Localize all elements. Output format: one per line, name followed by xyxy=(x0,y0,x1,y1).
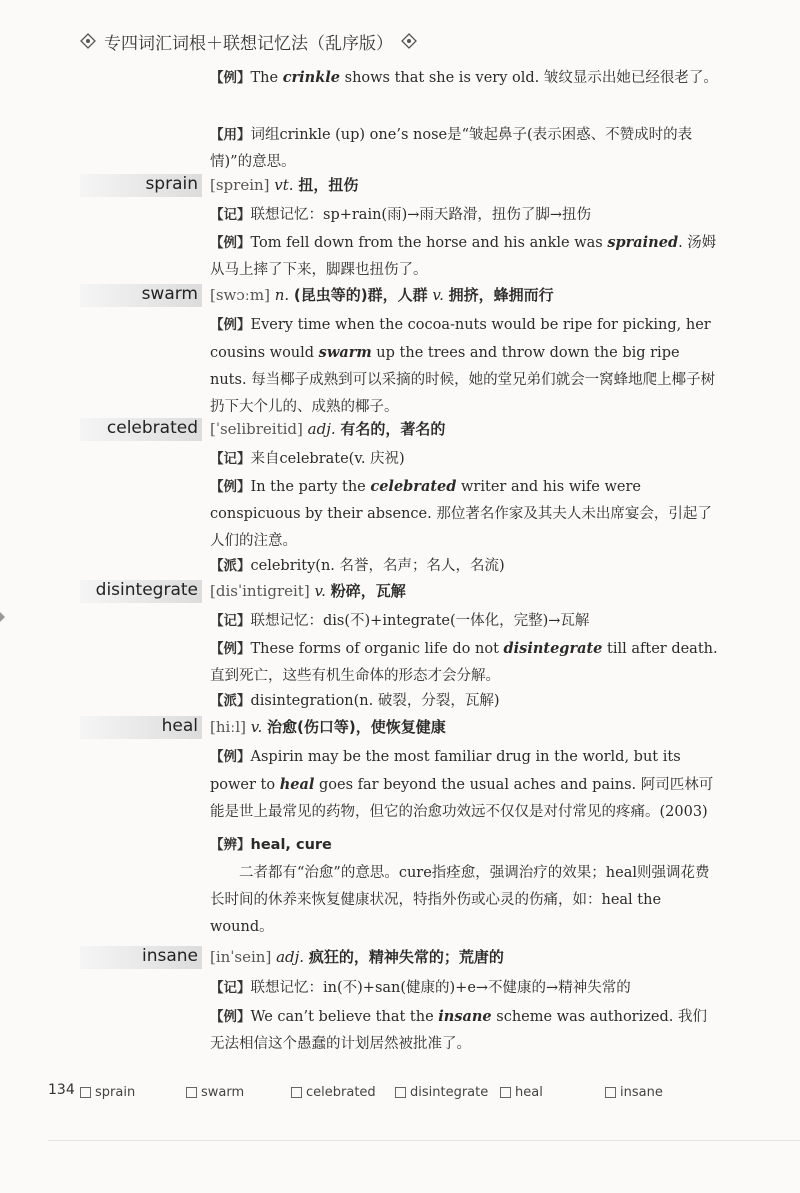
page-number: 134 xyxy=(48,1082,75,1098)
example-celebrated: 【例】In the party the celebrated writer and his wife were conspicuous by their absence. 那位著名作家及其夫人未出席宴会，引起了人们的注意。 xyxy=(210,478,712,549)
checklist-item[interactable]: sprain xyxy=(80,1085,135,1100)
definition-swarm: [swɔːm] n. (昆虫等的)群，人群 v. 拥挤，蜂拥而行 xyxy=(210,286,554,304)
derivative-celebrated: 【派】celebrity(n. 名誉，名声；名人，名流) xyxy=(210,558,505,574)
checklist-item[interactable]: heal xyxy=(500,1085,543,1100)
example-heal: 【例】Aspirin may be the most familiar drug in the world, but its power to heal goes far beyond the usual aches and pains. 阿司匹林可能是世上最常见的药物，但它的治愈功效远不仅仅是对付常见的疼痛。(2003) xyxy=(210,749,714,820)
crinkle-example: 【例】The crinkle shows that she is very old. 皱纹显示出她已经很老了。 xyxy=(210,69,718,86)
definition-sprain: [sprein] vt. 扭，扭伤 xyxy=(210,176,359,194)
headword-disintegrate: disintegrate xyxy=(95,580,198,600)
page-edge-marker-icon xyxy=(0,612,5,622)
checkbox-icon[interactable] xyxy=(395,1087,406,1098)
example-insane: 【例】We can’t believe that the insane scheme was authorized. 我们无法相信这个愚蠢的计划居然被批准了。 xyxy=(210,1008,707,1052)
example-disintegrate: 【例】These forms of organic life do not disintegrate till after death. 直到死亡，这些有机生命体的形态才会分解。 xyxy=(210,640,718,684)
example-swarm: 【例】Every time when the cocoa-nuts would be ripe for picking, her cousins would swarm up the trees and throw down the big ripe nuts. 每当椰子成熟到可以采摘的时候，她的堂兄弟们就会一窝蜂地爬上椰子树扔下大个儿的、成熟的椰子。 xyxy=(210,317,716,415)
checklist-item[interactable]: swarm xyxy=(186,1085,244,1100)
memory-note-insane: 【记】联想记忆：in(不)+san(健康的)+e→不健康的→精神失常的 xyxy=(210,980,631,996)
example-sprain: 【例】Tom fell down from the horse and his ankle was sprained. 汤姆从马上摔了下来，脚踝也扭伤了。 xyxy=(210,234,717,278)
headword-sprain: sprain xyxy=(145,174,198,194)
page-footer xyxy=(48,1082,728,1104)
headword-insane: insane xyxy=(141,946,198,966)
page-header xyxy=(80,26,417,56)
headword-swarm: swarm xyxy=(141,284,198,304)
definition-celebrated: [ˈselibreitid] adj. 有名的，著名的 xyxy=(210,420,446,438)
distinction-text-heal: 二者都有“治愈”的意思。cure指痊愈，强调治疗的效果；heal则强调花费长时间的休养来恢复健康状况，特指外伤或心灵的伤痛，如：heal the wound。 xyxy=(210,865,710,935)
derivative-disintegrate: 【派】disintegration(n. 破裂，分裂，瓦解) xyxy=(210,693,500,709)
checkbox-icon[interactable] xyxy=(80,1087,91,1098)
checkbox-icon[interactable] xyxy=(605,1087,616,1098)
header-title: 专四词汇词根＋联想记忆法（乱序版） xyxy=(104,33,393,54)
checklist-item[interactable]: disintegrate xyxy=(395,1085,488,1100)
crinkle-usage: 【用】词组crinkle (up) one’s nose是“皱起鼻子(表示困惑、不赞成时的表情)”的意思。 xyxy=(210,127,693,170)
checklist-item[interactable]: insane xyxy=(605,1085,663,1100)
definition-heal: [hiːl] v. 治愈(伤口等)，使恢复健康 xyxy=(210,718,446,736)
distinction-heal: 【辨】heal, cure xyxy=(210,837,332,853)
memory-note-celebrated: 【记】来自celebrate(v. 庆祝) xyxy=(210,451,405,467)
definition-disintegrate: [disˈintigreit] v. 粉碎，瓦解 xyxy=(210,582,406,600)
diamond-ornament-icon xyxy=(80,33,96,49)
checkbox-icon[interactable] xyxy=(291,1087,302,1098)
headword-heal: heal xyxy=(161,716,198,736)
checklist-item[interactable]: celebrated xyxy=(291,1085,376,1100)
memory-note-sprain: 【记】联想记忆：sp+rain(雨)→雨天路滑，扭伤了脚→扭伤 xyxy=(210,207,592,223)
checkbox-icon[interactable] xyxy=(186,1087,197,1098)
page-bottom-rule xyxy=(48,1140,800,1141)
diamond-ornament-icon xyxy=(401,33,417,49)
definition-insane: [inˈsein] adj. 疯狂的，精神失常的；荒唐的 xyxy=(210,948,504,966)
headword-celebrated: celebrated xyxy=(106,418,198,438)
memory-note-disintegrate: 【记】联想记忆：dis(不)+integrate(一体化，完整)→瓦解 xyxy=(210,613,590,629)
checkbox-icon[interactable] xyxy=(500,1087,511,1098)
